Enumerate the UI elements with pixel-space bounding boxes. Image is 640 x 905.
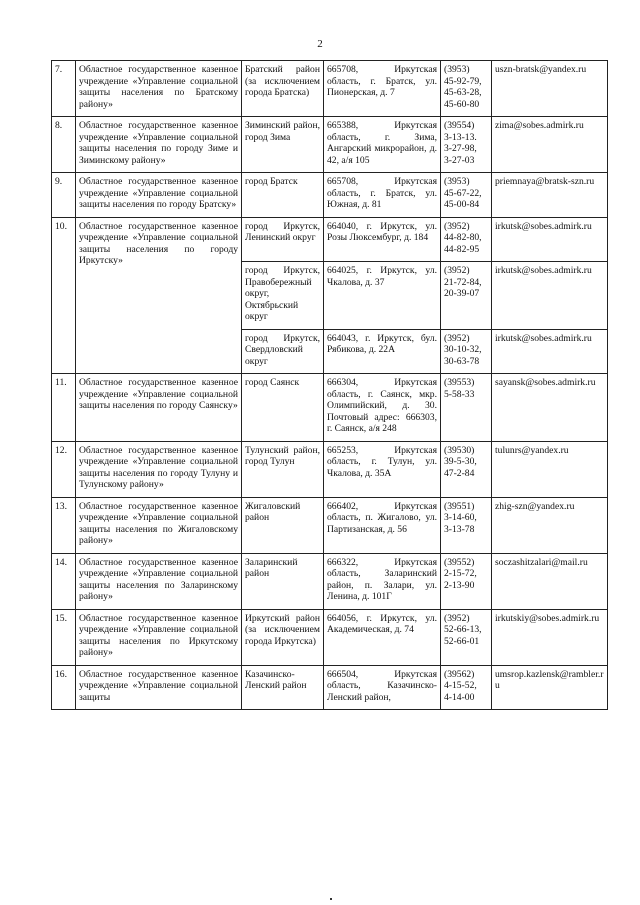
phone-line: (39562) <box>444 668 475 680</box>
phone-line: 4-15-52, <box>444 680 477 691</box>
service-area: Зиминский район, город Зима <box>242 117 324 173</box>
email-address: uszn-bratsk@yandex.ru <box>492 61 608 117</box>
row-number: 13. <box>52 497 76 553</box>
phone-line: (39552) <box>444 556 475 568</box>
phone-numbers <box>441 217 492 262</box>
organization-name: Областное государственное казенное учреждение «Управление социальной защиты населения по Заларинскому району» <box>76 553 242 609</box>
postal-address: 666322, Иркутская область, Заларинский район, п. Залари, ул. Ленина, д. 101Г <box>324 553 441 609</box>
phone-line: 52-66-01 <box>444 635 480 647</box>
row-number: 15. <box>52 609 76 665</box>
phone-line: 3-13-13. <box>444 131 477 143</box>
row-number: 14. <box>52 553 76 609</box>
table-row <box>52 61 608 117</box>
phone-line: 45-00-84 <box>444 199 480 210</box>
email-address: irkutsk@sobes.admirk.ru <box>492 217 608 262</box>
email-address: irkutskiy@sobes.admirk.ru <box>492 609 608 665</box>
organization-name: Областное государственное казенное учреждение «Управление социальной защиты населения по городу Зиме и Зиминскому району» <box>76 117 242 173</box>
phone-line: 45-92-79, <box>444 75 482 87</box>
phone-numbers <box>441 173 492 218</box>
phone-line: (3952) <box>444 612 470 624</box>
phone-line: 45-63-28, <box>444 87 482 98</box>
phone-line: 44-82-80, <box>444 232 482 243</box>
email-address: sayansk@sobes.admirk.ru <box>492 374 608 442</box>
phone-line: 5-58-33 <box>444 388 475 400</box>
email-address: zhig-szn@yandex.ru <box>492 497 608 553</box>
phone-line: 45-67-22, <box>444 187 482 199</box>
phone-line: 21-72-84, <box>444 276 482 288</box>
service-area: город Иркутск, Ленинский округ <box>242 217 324 262</box>
phone-line: 4-14-00 <box>444 691 475 703</box>
service-area: город Саянск <box>242 374 324 442</box>
organization-name: Областное государственное казенное учреждение «Управление социальной защиты населения по Братскому району» <box>76 61 242 117</box>
offices-table <box>51 60 608 710</box>
organization-name: Областное государственное казенное учреждение «Управление социальной защиты населения по городу Саянску» <box>76 374 242 442</box>
service-area: город Иркутск, Свердловский округ <box>242 329 324 374</box>
table-row <box>52 553 608 609</box>
phone-numbers <box>441 497 492 553</box>
organization-name: Областное государственное казенное учреждение «Управление социальной защиты населения по Жигаловскому району» <box>76 497 242 553</box>
phone-line: 3-14-60, <box>444 512 477 523</box>
phone-line: (3953) <box>444 64 470 75</box>
phone-line: 20-39-07 <box>444 288 480 299</box>
table-row <box>52 441 608 497</box>
page-number: 2 <box>317 38 323 50</box>
phone-line: (39553) <box>444 377 475 388</box>
table-row <box>52 497 608 553</box>
organization-name: Областное государственное казенное учреждение «Управление социальной защиты населения по городу Иркутску» <box>76 217 242 374</box>
phone-numbers <box>441 665 492 710</box>
row-number: 9. <box>52 173 76 218</box>
organization-name: Областное государственное казенное учреждение «Управление социальной защиты населения по Иркутскому району» <box>76 609 242 665</box>
phone-line: (39554) <box>444 120 475 131</box>
table-row <box>52 374 608 442</box>
row-number: 7. <box>52 61 76 117</box>
row-number: 8. <box>52 117 76 173</box>
email-address: priemnaya@bratsk-szn.ru <box>492 173 608 218</box>
phone-line: 44-82-95 <box>444 243 480 255</box>
row-number: 16. <box>52 665 76 710</box>
phone-line: 3-27-03 <box>444 154 475 166</box>
postal-address: 664056, г. Иркутск, ул. Академическая, д. 74 <box>324 609 441 665</box>
postal-address: 666504, Иркутская область, Казачинско-Ленский район, <box>324 665 441 710</box>
phone-numbers <box>441 329 492 374</box>
email-address: soczashitzalari@mail.ru <box>492 553 608 609</box>
row-number: 11. <box>52 374 76 442</box>
organization-name: Областное государственное казенное учреждение «Управление социальной защиты населения по городу Братску» <box>76 173 242 218</box>
table-row <box>52 117 608 173</box>
row-number: 12. <box>52 441 76 497</box>
service-area: Иркутский район (за исключением города Иркутска) <box>242 609 324 665</box>
service-area: Заларинский район <box>242 553 324 609</box>
row-number: 10. <box>52 217 76 374</box>
email-address: tulunrs@yandex.ru <box>492 441 608 497</box>
phone-numbers <box>441 374 492 442</box>
phone-numbers <box>441 262 492 330</box>
service-area: Тулунский район, город Тулун <box>242 441 324 497</box>
phone-line: (39530) <box>444 444 475 456</box>
postal-address: 664025, г. Иркутск, ул. Чкалова, д. 37 <box>324 262 441 330</box>
phone-line: (3952) <box>444 332 470 344</box>
postal-address: 666402, Иркутская область, п. Жигалово, ул. Партизанская, д. 56 <box>324 497 441 553</box>
service-area: Жигаловский район <box>242 497 324 553</box>
service-area: Братский район (за исключением города Братска) <box>242 61 324 117</box>
phone-line: 47-2-84 <box>444 467 475 479</box>
table-row <box>52 217 608 262</box>
service-area: Казачинско-Ленский район <box>242 665 324 710</box>
phone-line: 30-10-32, <box>444 344 482 355</box>
table-row <box>52 665 608 710</box>
phone-line: 52-66-13, <box>444 624 482 635</box>
phone-line: 2-15-72, <box>444 568 477 579</box>
postal-address: 665388, Иркутская область, г. Зима, Ангарский микрорайон, д. 42, а/я 105 <box>324 117 441 173</box>
phone-numbers <box>441 441 492 497</box>
scan-speck <box>330 898 332 900</box>
email-address: irkutsk@sobes.admirk.ru <box>492 329 608 374</box>
phone-numbers <box>441 61 492 117</box>
postal-address: 666304, Иркутская область, г. Саянск, мкр. Олимпийский, д. 30. Почтовый адрес: 666303, г. Саянск, а/я 248 <box>324 374 441 442</box>
service-area: город Иркутск, Правобережный округ, Октябрьский округ <box>242 262 324 330</box>
phone-line: 2-13-90 <box>444 579 475 591</box>
phone-numbers <box>441 553 492 609</box>
phone-line: 45-60-80 <box>444 98 480 110</box>
phone-line: 3-13-78 <box>444 523 475 535</box>
phone-line: (3952) <box>444 220 470 232</box>
service-area: город Братск <box>242 173 324 218</box>
phone-line: 39-5-30, <box>444 456 477 467</box>
phone-line: (3953) <box>444 176 470 187</box>
postal-address: 665253, Иркутская область, г. Тулун, ул. Чкалова, д. 35А <box>324 441 441 497</box>
table-row <box>52 173 608 218</box>
organization-name: Областное государственное казенное учреждение «Управление социальной защиты населения по городу Тулуну и Тулунскому району» <box>76 441 242 497</box>
phone-line: (3952) <box>444 265 470 276</box>
email-address: zima@sobes.admirk.ru <box>492 117 608 173</box>
email-address: irkutsk@sobes.admirk.ru <box>492 262 608 330</box>
phone-line: 30-63-78 <box>444 355 480 367</box>
postal-address: 664040, г. Иркутск, ул. Розы Люксембург, д. 184 <box>324 217 441 262</box>
email-address: umsrop.kazlensk@rambler.ru <box>492 665 608 710</box>
phone-numbers <box>441 117 492 173</box>
postal-address: 665708, Иркутская область, г. Братск, ул. Южная, д. 81 <box>324 173 441 218</box>
phone-line: (39551) <box>444 500 475 512</box>
table-row <box>52 609 608 665</box>
phone-numbers <box>441 609 492 665</box>
postal-address: 665708, Иркутская область, г. Братск, ул. Пионерская, д. 7 <box>324 61 441 117</box>
organization-name: Областное государственное казенное учреждение «Управление социальной защиты <box>76 665 242 710</box>
phone-line: 3-27-98, <box>444 143 477 154</box>
postal-address: 664043, г. Иркутск, бул. Рябикова, д. 22А <box>324 329 441 374</box>
